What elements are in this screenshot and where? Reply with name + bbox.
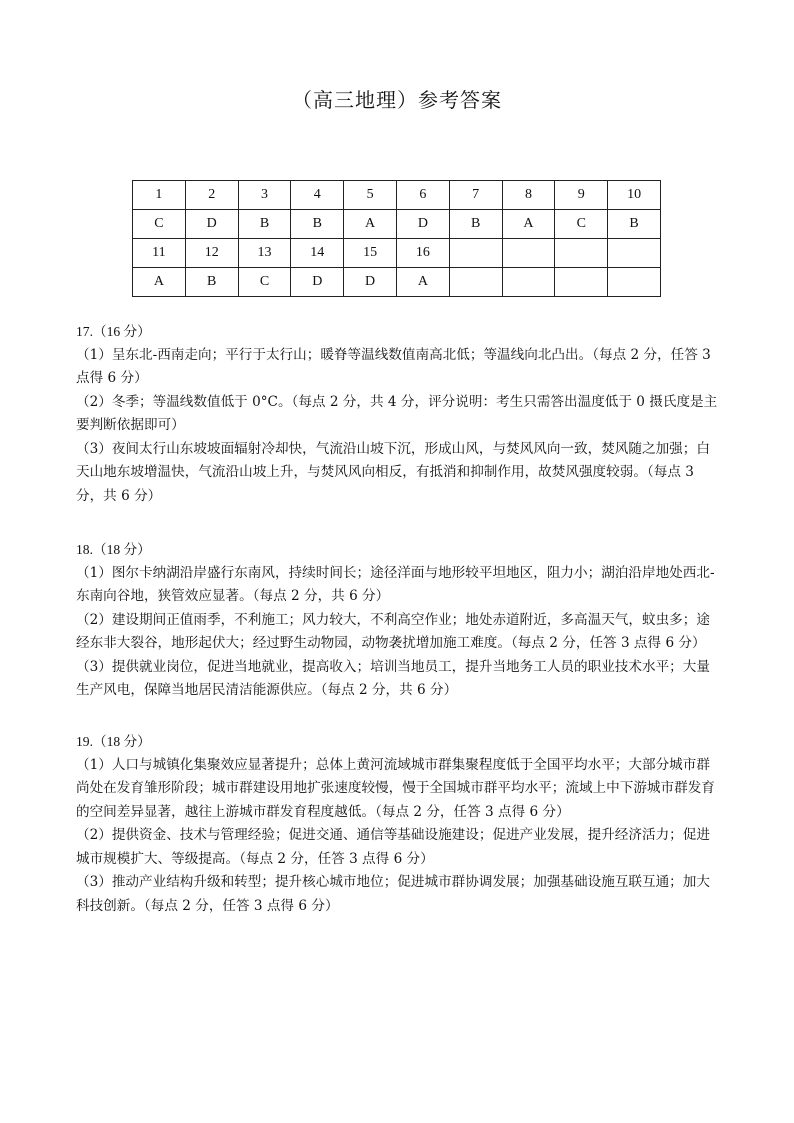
question-number-cell — [608, 239, 661, 268]
question-number-row — [133, 239, 661, 268]
question-17-part-2: （2）冬季；等温线数值低于 0°C。（每点 2 分，共 4 分，评分说明：考生只需答出温度低于 0 摄氏度是主要判断依据即可） — [76, 393, 718, 433]
answer-cell — [608, 268, 661, 297]
question-number-cell: 5 — [344, 181, 397, 210]
answer-cell — [449, 268, 502, 297]
answer-cell — [555, 268, 608, 297]
question-number-cell — [449, 239, 502, 268]
question-17-answer — [76, 320, 721, 508]
question-number-cell: 12 — [185, 239, 238, 268]
question-19-part-1: （1）人口与城镇化集聚效应显著提升；总体上黄河流域城市群集聚程度低于全国平均水平；大部分城市群尚处在发育雏形阶段；城市群建设用地扩张速度较慢，慢于全国城市群平均水平；流域上中下游城市群发育的空间差异显著，越往上游城市群发育程度越低。（每点 2 分，任答 3 点得 6 分） — [76, 756, 715, 820]
answer-cell: D — [291, 268, 344, 297]
answer-cell: C — [238, 268, 291, 297]
answer-cell: B — [449, 210, 502, 239]
question-number-cell — [555, 239, 608, 268]
question-number-cell: 2 — [185, 181, 238, 210]
question-number-cell: 3 — [238, 181, 291, 210]
answer-cell: D — [185, 210, 238, 239]
answer-row — [133, 268, 661, 297]
question-number-cell: 8 — [502, 181, 555, 210]
question-18-answer — [76, 538, 721, 703]
answer-cell: C — [555, 210, 608, 239]
question-number-cell: 10 — [608, 181, 661, 210]
question-19-part-3: （3）推动产业结构升级和转型；提升核心城市地位；促进城市群协调发展；加强基础设施互联互通；加大科技创新。（每点 2 分，任答 3 点得 6 分） — [76, 874, 710, 914]
answer-cell: A — [396, 268, 449, 297]
question-number-cell: 9 — [555, 181, 608, 210]
answer-cell: B — [608, 210, 661, 239]
answer-cell: D — [396, 210, 449, 239]
question-19-answer — [76, 730, 721, 918]
question-number-cell: 1 — [133, 181, 186, 210]
question-18-header: 18.（18 分） — [76, 542, 151, 557]
question-number-cell: 14 — [291, 239, 344, 268]
question-number-cell: 4 — [291, 181, 344, 210]
answer-cell: A — [502, 210, 555, 239]
question-number-row — [133, 181, 661, 210]
question-number-cell: 15 — [344, 239, 397, 268]
question-number-cell — [502, 239, 555, 268]
answer-row — [133, 210, 661, 239]
question-17-part-1: （1）呈东北-西南走向；平行于太行山；暖脊等温线数值南高北低；等温线向北凸出。（每点 2 分，任答 3 点得 6 分） — [76, 346, 711, 386]
question-17-part-3: （3）夜间太行山东坡坡面辐射冷却快，气流沿山坡下沉，形成山风，与焚风风向一致，焚风随之加强；白天山地东坡增温快，气流沿山坡上升，与焚风风向相反，有抵消和抑制作用，故焚风强度较弱。（每点 3 分，共 6 分） — [76, 440, 710, 504]
question-number-cell: 7 — [449, 181, 502, 210]
question-number-cell: 6 — [396, 181, 449, 210]
answer-cell — [502, 268, 555, 297]
answer-cell: D — [344, 268, 397, 297]
question-number-cell: 13 — [238, 239, 291, 268]
question-19-part-2: （2）提供资金、技术与管理经验；促进交通、通信等基础设施建设；促进产业发展，提升经济活力；促进城市规模扩大、等级提高。（每点 2 分，任答 3 点得 6 分） — [76, 827, 710, 867]
question-18-part-3: （3）提供就业岗位，促进当地就业，提高收入；培训当地员工，提升当地务工人员的职业技术水平；大量生产风电，保障当地居民清洁能源供应。（每点 2 分，共 6 分） — [76, 658, 710, 698]
answer-cell: A — [344, 210, 397, 239]
question-18-part-1: （1）图尔卡纳湖沿岸盛行东南风，持续时间长；途径洋面与地形较平坦地区，阻力小；湖泊沿岸地处西北-东南向谷地，狭管效应显著。（每点 2 分，共 6 分） — [76, 564, 715, 604]
answer-cell: C — [133, 210, 186, 239]
answer-cell: B — [238, 210, 291, 239]
page-title: （高三地理）参考答案 — [292, 88, 502, 112]
answer-cell: B — [185, 268, 238, 297]
answer-cell: B — [291, 210, 344, 239]
question-19-header: 19.（18 分） — [76, 734, 151, 749]
question-number-cell: 16 — [396, 239, 449, 268]
question-17-header: 17.（16 分） — [76, 324, 151, 339]
answer-cell: A — [133, 268, 186, 297]
question-18-part-2: （2）建设期间正值雨季，不利施工；风力较大，不利高空作业；地处赤道附近，多高温天气，蚊虫多；途经东非大裂谷，地形起伏大；经过野生动物园，动物袭扰增加施工难度。（每点 2 分，任答 3 点得 6 分） — [76, 611, 710, 651]
answer-table — [132, 180, 661, 297]
question-number-cell: 11 — [133, 239, 186, 268]
